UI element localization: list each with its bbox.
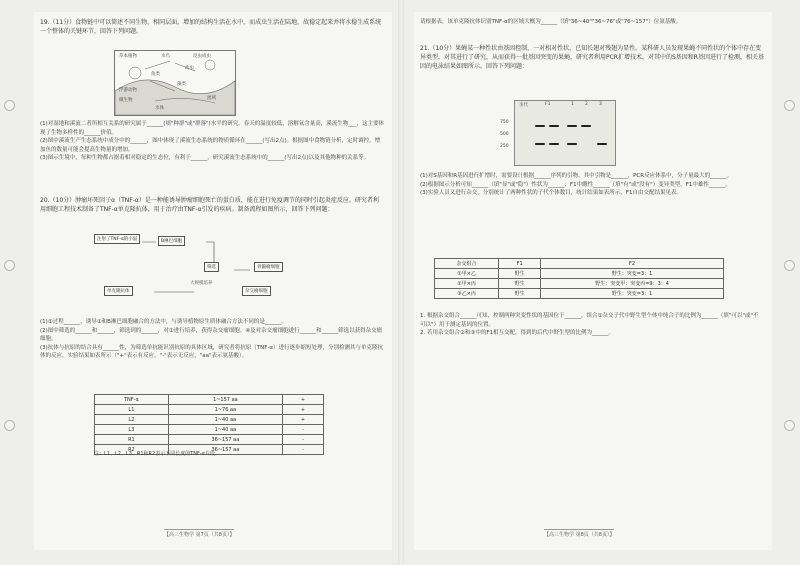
footer-right: 【高三生物学 第8页（共8页）】 (544, 529, 614, 538)
fig-label-5: 水体 (155, 106, 164, 111)
gel-band (549, 143, 559, 145)
tnf-header-0: TNF-α (95, 395, 169, 405)
binder-hole (784, 420, 795, 431)
gel-label-1: 1 (571, 102, 574, 107)
gel-band (535, 125, 545, 127)
gel-band (535, 143, 545, 145)
q20-continued (420, 18, 764, 27)
ecosystem-figure (114, 50, 236, 116)
gel-band (597, 143, 607, 145)
fig-label-4: 微生物 (119, 98, 133, 103)
gel-size-750: 750 (500, 120, 509, 125)
cell: L2 (95, 415, 169, 425)
flow-hybridoma: 杂交瘤细胞 (242, 286, 271, 296)
binder-hole (4, 260, 15, 271)
question-19 (40, 18, 384, 36)
antibody-flow-figure (94, 230, 324, 312)
cell: 1~40 aa (168, 425, 282, 435)
table-row (95, 435, 324, 445)
q20-cont-text: 请根据表，该单克隆抗体识别TNF-α的区域大概为______（填"36~40""36~76"或"76~157"）位氨基酸。 (420, 19, 682, 25)
tnf-table-header (95, 395, 324, 405)
terrain-shape (115, 80, 235, 115)
question-21 (420, 44, 764, 71)
cross-table-header (435, 259, 724, 269)
gel-label-parent: 亲代 (519, 103, 528, 108)
q19-s2: (2)图中溪流生产生态系统中成分中的______，图中体现了溪流生态系统的物质循环在______(写出2点)。根据图中食物链分析，定时调控，增加鱼的数量可能会提高生物量的增加。 (40, 138, 381, 153)
q21-s4: 1. 根据杂交组合______可知，控制两种突变性状的基因位于______，组合①杂交子代中野生型个体中纯合子的比例为______（填"可以"或"不可以"）用于测定基因的位置。 (420, 313, 759, 328)
cell: 1~76 aa (168, 405, 282, 415)
gel-label-f1: F1 (545, 102, 551, 107)
fig-label-0: 草本植物 (119, 54, 137, 59)
binder-hole (784, 260, 795, 271)
fig-label-1: 水鸟 (161, 54, 170, 59)
cell: L3 (95, 425, 169, 435)
q21-s3: (3)实验人员又进行杂交，分别统计了两种性状的子代个体数目，统计结果如表所示，F1自由交配结果见表。 (420, 190, 682, 196)
gel-size-500: 500 (500, 132, 509, 137)
binder-hole (4, 100, 15, 111)
flow-screen: 筛选 (204, 262, 219, 272)
fig-label-3: 浮游动物 (119, 88, 137, 93)
q20-subquestions (40, 318, 384, 361)
ecosystem-illustration (115, 51, 235, 115)
table-row (435, 269, 724, 279)
cell: 36~157 aa (168, 435, 282, 445)
gel-band (567, 125, 577, 127)
flow-b-cell: B淋巴细胞 (158, 236, 185, 246)
gel-band (581, 125, 591, 127)
gel-band (567, 143, 577, 145)
table-row (95, 415, 324, 425)
page-left (34, 12, 392, 550)
page-right (414, 12, 772, 550)
cross-header-1: F1 (499, 259, 541, 269)
table-row (435, 289, 724, 299)
cell: 野生 (499, 269, 541, 279)
table-row (95, 425, 324, 435)
q19-s1: (1)对湿地和溪流二者所相互关系的研究属于______(填"种群"或"群落")水平的研究。春天的温度较低，溶解氧含量高，溪流生物___，这主要体现了生物多样性的______价值。 (40, 121, 384, 136)
cell: ②甲×丙 (435, 279, 499, 289)
gel-band (549, 125, 559, 127)
gel-size-250: 250 (500, 144, 509, 149)
gel-label-3: 3 (599, 102, 602, 107)
cell: 1~40 aa (168, 415, 282, 425)
cell: - (283, 435, 324, 445)
fig-label-7: 昆虫成虫 (193, 54, 211, 59)
fig-label-6: 藻类 (177, 82, 186, 87)
flow-mouse: 注射了TNF-α的小鼠 (94, 234, 140, 244)
cross-table (434, 258, 724, 299)
q20-s1: (1)①过程______，诱导①和B淋巴细胞融合的方法中，与诱导植物原生质体融合方法不同的是______。 (40, 319, 287, 325)
gel-electrophoresis (514, 100, 616, 166)
flow-culture-label: 大规模培养 (190, 281, 213, 286)
binder-hole (4, 420, 15, 431)
fig-label-2: 鱼类 (151, 72, 160, 77)
cell: 野生：突变=3：1 (541, 269, 724, 279)
page-gutter (398, 0, 404, 565)
cell: 野生 (499, 289, 541, 299)
tnf-table-note: 注：L1、L2、L3、R1和R2表示不同长度的TNF-α片段。 (94, 451, 220, 457)
q21-s1: (1)对S基因和R基因进行扩增时，需要设计根据______序列的引物，其中引物是______，PCR反应体系中，分子量最大的______。 (420, 173, 733, 179)
cell: ③乙×丙 (435, 289, 499, 299)
cell: - (283, 445, 324, 455)
fig-label-8: 幼虫 (185, 66, 194, 71)
q21-s2: (2)根据图示分析可知______（填"显"或"隐"）性状为______；F1中雌性______（填"有"或"没有"）变异类型，F1中雄性______。 (420, 181, 731, 188)
q19-s3: (3)图示生境中，每种生物都占据着相对稳定的生态位，有利于______，研究溪流生态系统中的______(写出2点)以及其他物种的关系等。 (40, 155, 370, 161)
flow-myeloma: 骨髓瘤细胞 (254, 262, 283, 272)
table-row (95, 405, 324, 415)
bird-shape (205, 60, 215, 70)
q20-title: 20.（10分）肿瘤坏死因子α（TNF-α）是一种能诱导肿瘤细胞死亡的蛋白质，能在进行免疫调节的同时引起炎症反应。研究者利用细胞工程技术制备了TNF-α单克隆抗体，用于治疗由TNF-α引发的疾病。制备流程如图所示，回答下列问题： (40, 197, 379, 213)
table-row (435, 279, 724, 289)
q19-subquestions (40, 120, 384, 163)
cell: ①甲×乙 (435, 269, 499, 279)
q21-title: 21.（10分）果蝇某一种性状由基因控制，一对相对性状，已知长翅对残翅为显性。某科研人员发现果蝇不同性状的个体中存在变异类型，对其进行了研究，从而获得一批基因突变的果蝇，研究者利用PCR扩增技术，对其中的S基因和R基因进行了检测，相关基因的电泳结果如图所示。回答下列问题： (420, 45, 764, 70)
cell: 野生：突变甲：突变丙=9：3：4 (541, 279, 724, 289)
cell: + (283, 415, 324, 425)
cell: + (283, 405, 324, 415)
cell: R1 (95, 435, 169, 445)
gel-label-2: 2 (585, 102, 588, 107)
cell: 野生 (499, 279, 541, 289)
flow-mab: 单克隆抗体 (104, 286, 133, 296)
cell: L1 (95, 405, 169, 415)
question-20 (40, 196, 384, 214)
tnf-header-1: 1~157 aa (168, 395, 282, 405)
tnf-table (94, 394, 324, 455)
cell: 野生：突变=3：1 (541, 289, 724, 299)
cell: R2 (95, 445, 169, 455)
q21-subquestions (420, 172, 764, 198)
q21-s5: 2. 若用杂交组合②和③中的F1相互交配，得到的后代中野生型的比例为______。 (420, 330, 615, 336)
q19-title: 19.（11分）食物链中可以简述不同生物，相同层面，增加的结构生活在水中，而成虫生活在陆地，故稳定起来并将水稳生成系统一个整体的关键环节，回答下列问题。 (40, 19, 382, 35)
fig-label-9: 流域 (207, 96, 216, 101)
cell: - (283, 425, 324, 435)
q21-followups (420, 312, 764, 338)
tnf-header-2: + (283, 395, 324, 405)
q20-s2: (2)图中筛选的______和______，筛选到的______，对②进行培养，获得杂交瘤细胞。④及对杂交瘤细胞进行______和______筛选以获得杂交瘤细胞。 (40, 327, 383, 342)
cross-header-0: 杂交组合 (435, 259, 499, 269)
tree-shape (129, 67, 141, 79)
cell: 36~157 aa (168, 445, 282, 455)
q20-s3: (3)抗体与抗原的结合具有______性，为筛选单抗能识别抗原的具体区域，研究者将抗原（TNF-α）进行逐步缩短处理，分别检测其与单克隆抗体的反应，实验结果如表所示（"+"表示有反应，"-"表示无反应，"aa"表示氨基酸）。 (40, 344, 384, 359)
binder-hole (784, 100, 795, 111)
footer-left: 【高三生物学 第7页（共8页）】 (164, 529, 234, 538)
cross-header-2: F2 (541, 259, 724, 269)
